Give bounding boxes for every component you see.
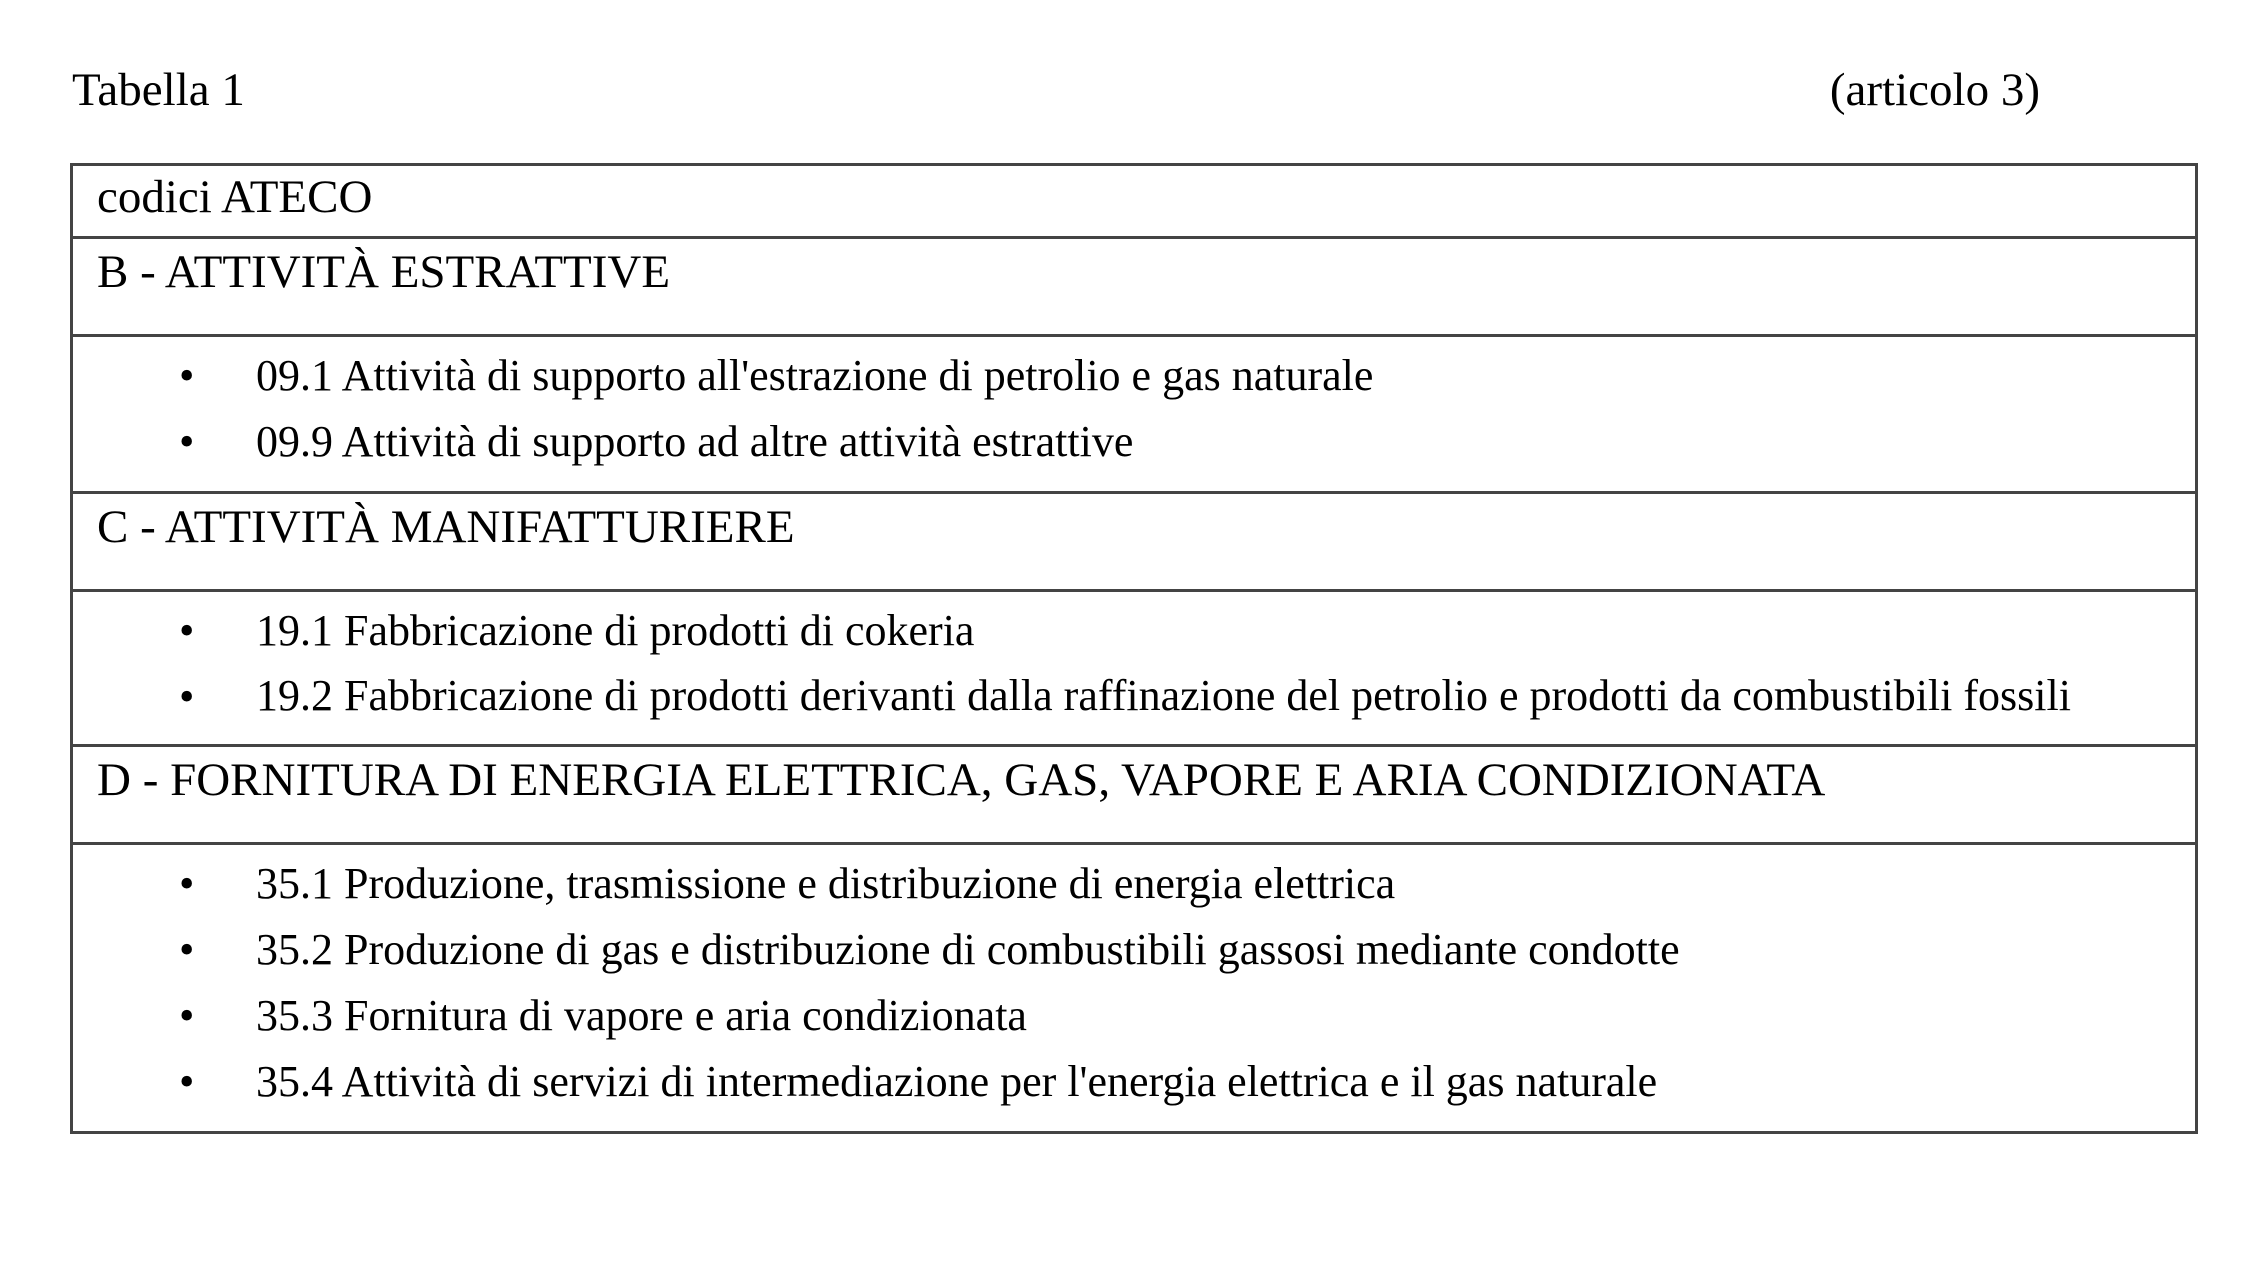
item-list [73, 851, 2171, 1115]
item-text: 09.9 Attività di supporto ad altre attività estrattive [256, 417, 1134, 466]
section-heading-row [73, 239, 2195, 337]
bullet-icon: • [179, 672, 195, 721]
item-list [73, 343, 2171, 475]
table-caption-row [72, 60, 2040, 120]
section-heading: D - FORNITURA DI ENERGIA ELETTRICA, GAS, VAPORE E ARIA CONDIZIONATA [97, 754, 1826, 806]
item-text: 09.1 Attività di supporto all'estrazione di petrolio e gas naturale [256, 351, 1374, 400]
list-item [73, 664, 2171, 728]
article-reference: (articolo 3) [1829, 64, 2040, 116]
item-text: 35.4 Attività di servizi di intermediazione per l'energia elettrica e il gas naturale [256, 1057, 1658, 1106]
bullet-icon: • [179, 417, 195, 466]
list-item [73, 851, 2171, 917]
section-items-row [73, 592, 2195, 747]
section-heading: B - ATTIVITÀ ESTRATTIVE [97, 246, 671, 298]
item-text: 19.2 Fabbricazione di prodotti derivanti dalla raffinazione del petrolio e prodotti da combustibili fossili [256, 671, 2071, 720]
item-text: 35.1 Produzione, trasmissione e distribuzione di energia elettrica [256, 859, 1396, 908]
list-item [73, 983, 2171, 1049]
section-items-row [73, 337, 2195, 494]
item-text: 35.2 Produzione di gas e distribuzione di combustibili gassosi mediante condotte [256, 925, 1680, 974]
bullet-icon: • [179, 925, 195, 974]
table-header-label: codici ATECO [97, 171, 373, 223]
ateco-codes-table [70, 163, 2198, 1134]
bullet-icon: • [179, 859, 195, 908]
section-heading-row [73, 494, 2195, 592]
bullet-icon: • [179, 606, 195, 655]
bullet-icon: • [179, 351, 195, 400]
list-item [73, 1049, 2171, 1115]
section-heading-row [73, 747, 2195, 845]
bullet-icon: • [179, 1057, 195, 1106]
list-item [73, 409, 2171, 475]
table-title: Tabella 1 [72, 64, 245, 116]
table-header-row [73, 166, 2195, 239]
section-items-row [73, 845, 2195, 1131]
bullet-icon: • [179, 991, 195, 1040]
item-text: 19.1 Fabbricazione di prodotti di cokeria [256, 606, 975, 655]
item-text: 35.3 Fornitura di vapore e aria condizionata [256, 991, 1027, 1040]
item-list [73, 598, 2171, 728]
section-heading: C - ATTIVITÀ MANIFATTURIERE [97, 501, 795, 553]
list-item [73, 598, 2171, 664]
list-item [73, 343, 2171, 409]
list-item [73, 917, 2171, 983]
